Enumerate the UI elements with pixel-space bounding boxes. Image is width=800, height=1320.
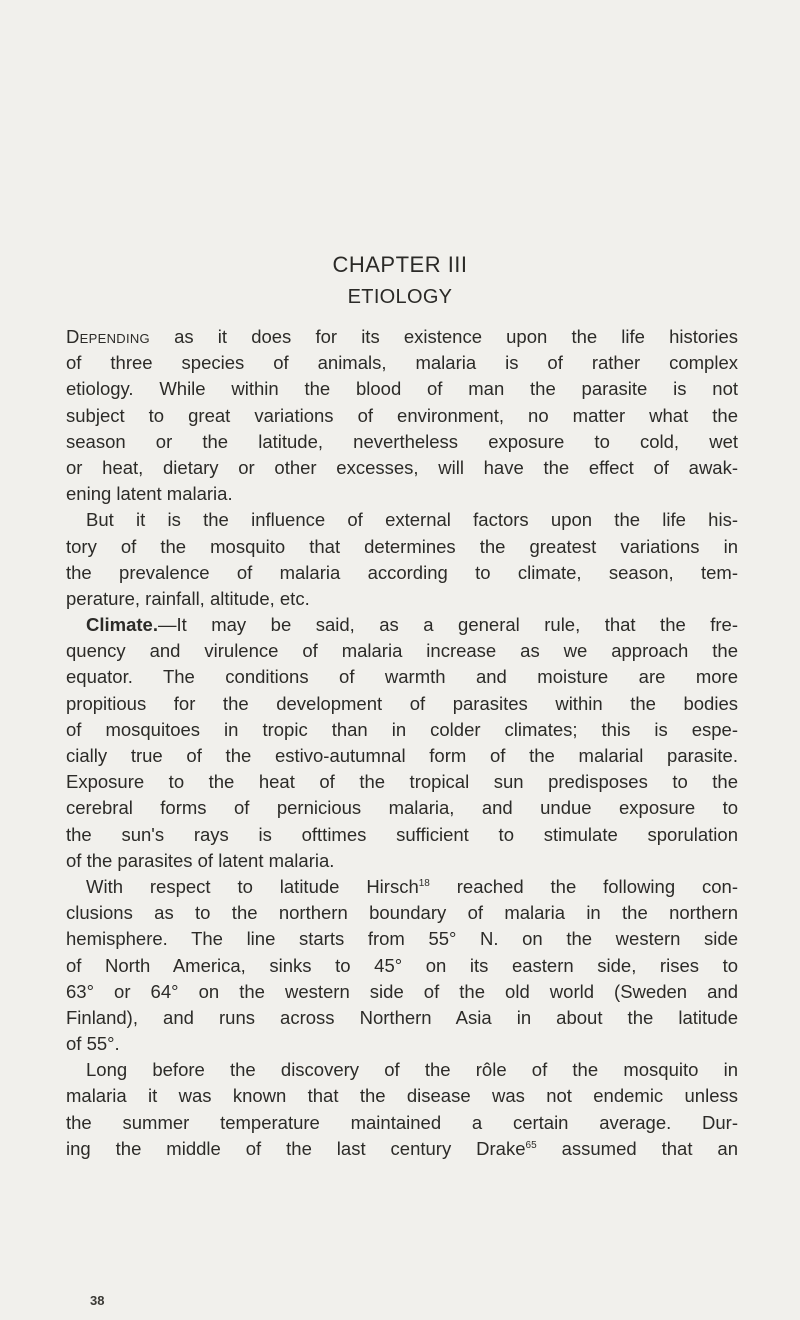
- page-number: 38: [90, 1293, 105, 1308]
- footnote-ref: 65: [525, 1139, 537, 1151]
- chapter-title: ETIOLOGY: [347, 286, 453, 308]
- text-line: equator. The conditions of warmth and moisture are more: [66, 666, 738, 688]
- line-text: —It may be said, as a general rule, that the fre-: [157, 614, 738, 636]
- text-line: clusions as to the northern boundary of malaria in the northern: [66, 902, 738, 924]
- text-line: But it is the influence of external factors upon the life his-: [86, 509, 738, 531]
- text-line: the sun's rays is ofttimes sufficient to stimulate sporulation: [66, 823, 738, 845]
- text-line: [66, 612, 738, 638]
- section-heading-climate: Climate.: [86, 614, 158, 636]
- text-line: subject to great variations of environment, no matter what the: [66, 404, 738, 426]
- text-line: [66, 324, 738, 350]
- drop-lead-word: Depending: [66, 326, 150, 347]
- text-line: 63° or 64° on the western side of the old world (Sweden and: [66, 980, 738, 1002]
- text-line: or heat, dietary or other excesses, will have the effect of awak-: [66, 456, 738, 478]
- text-line: [66, 874, 738, 900]
- text-line: of the parasites of latent malaria.: [66, 849, 335, 871]
- text-line: etiology. While within the blood of man the parasite is not: [66, 378, 738, 400]
- text-line: cially true of the estivo-autumnal form of the malarial parasite.: [66, 745, 738, 766]
- text-line: of North America, sinks to 45° on its eastern side, rises to: [66, 954, 738, 976]
- text-line: of 55°.: [66, 1033, 120, 1055]
- text-line: malaria it was known that the disease was not endemic unless: [66, 1085, 738, 1107]
- text-line: cerebral forms of pernicious malaria, and undue exposure to: [66, 797, 738, 819]
- text-line: season or the latitude, nevertheless exposure to cold, wet: [66, 430, 738, 452]
- text-line: propitious for the development of parasites within the bodies: [66, 692, 738, 714]
- text-line: perature, rainfall, altitude, etc.: [66, 587, 310, 609]
- text-line: [66, 1136, 738, 1162]
- line-text: assumed that an: [536, 1137, 738, 1159]
- line-text: reached the following con-: [429, 875, 738, 897]
- text-line: tory of the mosquito that determines the greatest variations in: [66, 535, 738, 557]
- chapter-label: CHAPTER III: [332, 252, 468, 277]
- line-text: ing the middle of the last century Drake: [66, 1137, 526, 1159]
- body-text: [66, 324, 738, 1162]
- text-line: hemisphere. The line starts from 55° N. on the western side: [66, 928, 738, 950]
- text-line: Finland), and runs across Northern Asia in about the latitude: [66, 1006, 738, 1028]
- text-line: ening latent malaria.: [66, 483, 233, 505]
- text-line: the summer temperature maintained a certain average. Dur-: [66, 1111, 738, 1133]
- line-text: With respect to latitude Hirsch: [86, 875, 419, 897]
- footnote-ref: 18: [418, 877, 430, 889]
- text-line: Exposure to the heat of the tropical sun predisposes to the: [66, 771, 738, 793]
- line-text: as it does for its existence upon the life histories: [149, 326, 738, 347]
- text-line: quency and virulence of malaria increase as we approach the: [66, 640, 738, 662]
- text-line: of mosquitoes in tropic than in colder climates; this is espe-: [66, 718, 738, 740]
- text-line: Long before the discovery of the rôle of the mosquito in: [86, 1059, 738, 1081]
- text-line: of three species of animals, malaria is of rather complex: [66, 352, 738, 374]
- text-line: the prevalence of malaria according to climate, season, tem-: [66, 561, 738, 583]
